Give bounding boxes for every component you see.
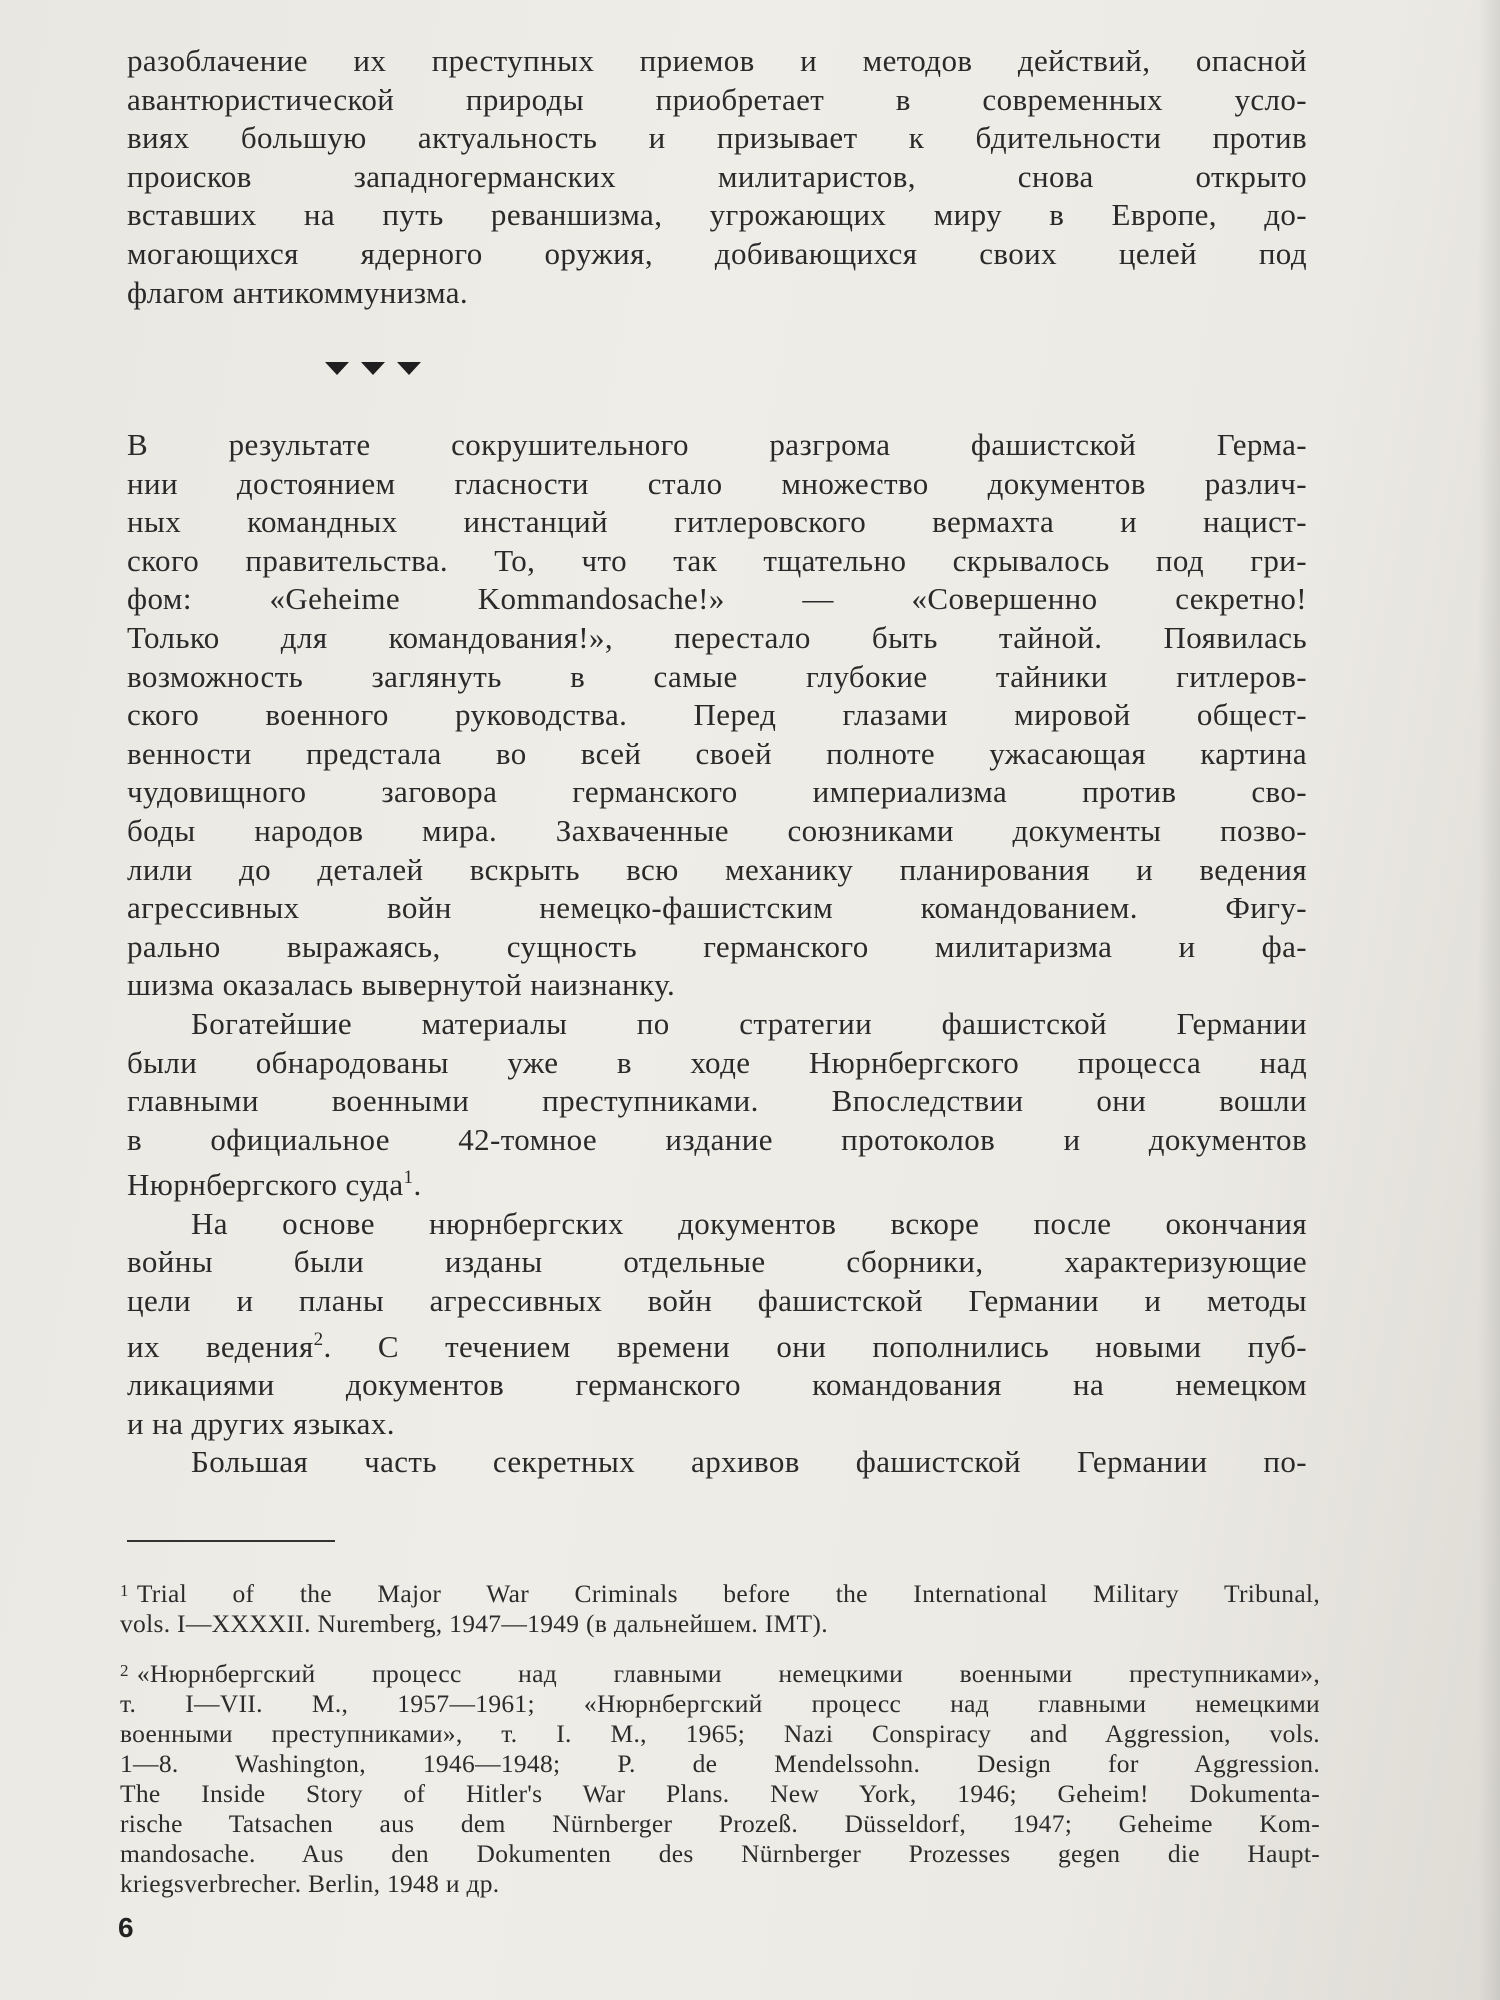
footnote-1-line: vols. I—XXXXII. Nuremberg, 1947—1949 (в дальнейшем. IMT). bbox=[120, 1609, 828, 1638]
paragraph-2-last-line bbox=[127, 1159, 1307, 1205]
footnote-number: 2 bbox=[120, 1661, 129, 1680]
top-paragraph-line: флагом антикоммунизма. bbox=[127, 274, 469, 310]
paragraph-1-line: возможность заглянуть в самые глубокие тайники гитлеров- bbox=[127, 658, 1307, 694]
paragraph-3-line: войны были изданы отдельные сборники, характеризующие bbox=[127, 1244, 1307, 1280]
paragraph-2-end-punct: . bbox=[413, 1167, 422, 1203]
paragraph-1-line: В результате сокрушительного разгрома фашистской Герма- bbox=[127, 427, 1307, 462]
paragraph-3-ref-before: их ведения bbox=[127, 1328, 314, 1364]
paragraph-3-line: На основе нюрнбергских документов вскоре после окончания bbox=[191, 1205, 1307, 1241]
footnote-text: Trial of the Major War Criminals before the International Military Tribunal, bbox=[136, 1579, 1320, 1608]
section-separator-ornament bbox=[325, 362, 421, 375]
paragraph-3-line: ликациями документов германского командования на немецком bbox=[127, 1367, 1307, 1403]
paragraph-1-line: ных командных инстанций гитлеровского вермахта и нацист- bbox=[127, 504, 1307, 540]
footnote-2 bbox=[120, 1656, 1320, 1899]
paragraph-1-line: агрессивных войн немецко-фашистским командованием. Фигу- bbox=[127, 890, 1307, 926]
paragraph-1-line: боды народов мира. Захваченные союзниками документы позво- bbox=[127, 812, 1307, 848]
footnote-number: 1 bbox=[120, 1581, 129, 1600]
paragraph-3-last-line: и на других языках. bbox=[127, 1405, 395, 1441]
paragraph-3-ref-after: . С течением времени они пополнились новыми пуб- bbox=[323, 1328, 1307, 1364]
top-paragraph-line: разоблачение их преступных приемов и методов действий, опасной bbox=[127, 43, 1307, 78]
page-number: 6 bbox=[118, 1912, 134, 1943]
paragraph-4 bbox=[127, 1443, 1307, 1482]
triangle-ornament-icon bbox=[397, 362, 421, 375]
footnote-1 bbox=[120, 1576, 1320, 1639]
paragraph-1-line: нии достоянием гласности стало множество документов различ- bbox=[127, 465, 1307, 501]
footnote-2-line: 1—8. Washington, 1946—1948; P. de Mendelssohn. Design for Aggression. bbox=[120, 1749, 1320, 1778]
footnote-2-line: The Inside Story of Hitler's War Plans. New York, 1946; Geheim! Dokumenta- bbox=[120, 1779, 1320, 1808]
paragraph-1-line: ского правительства. То, что так тщательно скрывалось под гри- bbox=[127, 542, 1307, 578]
top-paragraph-line: могающихся ядерного оружия, добивающихся своих целей под bbox=[127, 235, 1307, 271]
paragraph-1-line: чудовищного заговора германского империализма против сво- bbox=[127, 774, 1307, 810]
paragraph-1-line: лили до деталей вскрыть всю механику планирования и ведения bbox=[127, 851, 1307, 887]
triangle-ornament-icon bbox=[361, 362, 385, 375]
top-paragraph-line: авантюристической природы приобретает в современных усло- bbox=[127, 81, 1307, 117]
top-paragraph-line: виях большую актуальность и призывает к бдительности против bbox=[127, 120, 1307, 156]
body-text bbox=[127, 426, 1307, 1482]
footnote-2-line bbox=[120, 1656, 1320, 1689]
top-paragraph-line: вставших на путь реваншизма, угрожающих миру в Европе, до- bbox=[127, 197, 1307, 233]
footnote-ref-1: 1 bbox=[403, 1167, 414, 1189]
footnote-ref-2: 2 bbox=[313, 1328, 324, 1350]
top-paragraph-line: происков западногерманских милитаристов, снова открыто bbox=[127, 158, 1307, 194]
footnote-2-line: kriegsverbrecher. Berlin, 1948 и др. bbox=[120, 1869, 500, 1898]
page-gutter-shadow bbox=[1478, 0, 1500, 2000]
paragraph-1 bbox=[127, 426, 1307, 1005]
paragraph-3 bbox=[127, 1205, 1307, 1444]
footnote-2-line: военными преступниками», т. I. М., 1965; Nazi Conspiracy and Aggression, vols. bbox=[120, 1719, 1320, 1748]
paragraph-2 bbox=[127, 1005, 1307, 1205]
paragraph-2-line: Богатейшие материалы по стратегии фашистской Германии bbox=[191, 1005, 1307, 1041]
footnote-2-line: т. I—VII. М., 1957—1961; «Нюрнбергский процесс над главными немецкими bbox=[120, 1689, 1320, 1718]
footnote-separator-rule bbox=[127, 1540, 335, 1542]
footnote-1-line bbox=[120, 1576, 1320, 1609]
footnote-2-line: rische Tatsachen aus dem Nürnberger Prozeß. Düsseldorf, 1947; Geheime Kom- bbox=[120, 1809, 1320, 1838]
footnote-text: «Нюрнбергский процесс над главными немецкими военными преступниками», bbox=[136, 1659, 1320, 1688]
footnote-2-line: mandosache. Aus den Dokumenten des Nürnberger Prozesses gegen die Haupt- bbox=[120, 1839, 1320, 1868]
top-paragraph bbox=[127, 42, 1307, 312]
paragraph-1-line: шизма оказалась вывернутой наизнанку. bbox=[127, 967, 676, 1003]
paragraph-1-line: фом: «Geheime Kommandosache!» — «Совершенно секретно! bbox=[127, 581, 1307, 617]
triangle-ornament-icon bbox=[325, 362, 349, 375]
paragraph-1-line: Только для командования!», перестало быть тайной. Появилась bbox=[127, 619, 1307, 655]
paragraph-1-line: рально выражаясь, сущность германского милитаризма и фа- bbox=[127, 928, 1307, 964]
paragraph-1-line: венности предстала во всей своей полноте ужасающая картина bbox=[127, 735, 1307, 771]
paragraph-2-line: были обнародованы уже в ходе Нюрнбергского процесса над bbox=[127, 1044, 1307, 1080]
paragraph-2-line: главными военными преступниками. Впоследствии они вошли bbox=[127, 1083, 1307, 1119]
paragraph-4-line: Большая часть секретных архивов фашистской Германии по- bbox=[191, 1444, 1307, 1480]
paragraph-3-line: цели и планы агрессивных войн фашистской Германии и методы bbox=[127, 1283, 1307, 1319]
paragraph-2-line: в официальное 42-томное издание протоколов и документов bbox=[127, 1121, 1307, 1157]
paragraph-2-last-line-text: Нюрнбергского суда bbox=[127, 1167, 404, 1203]
paragraph-3-ref-line bbox=[127, 1321, 1307, 1367]
paragraph-1-line: ского военного руководства. Перед глазами мировой общест- bbox=[127, 697, 1307, 733]
